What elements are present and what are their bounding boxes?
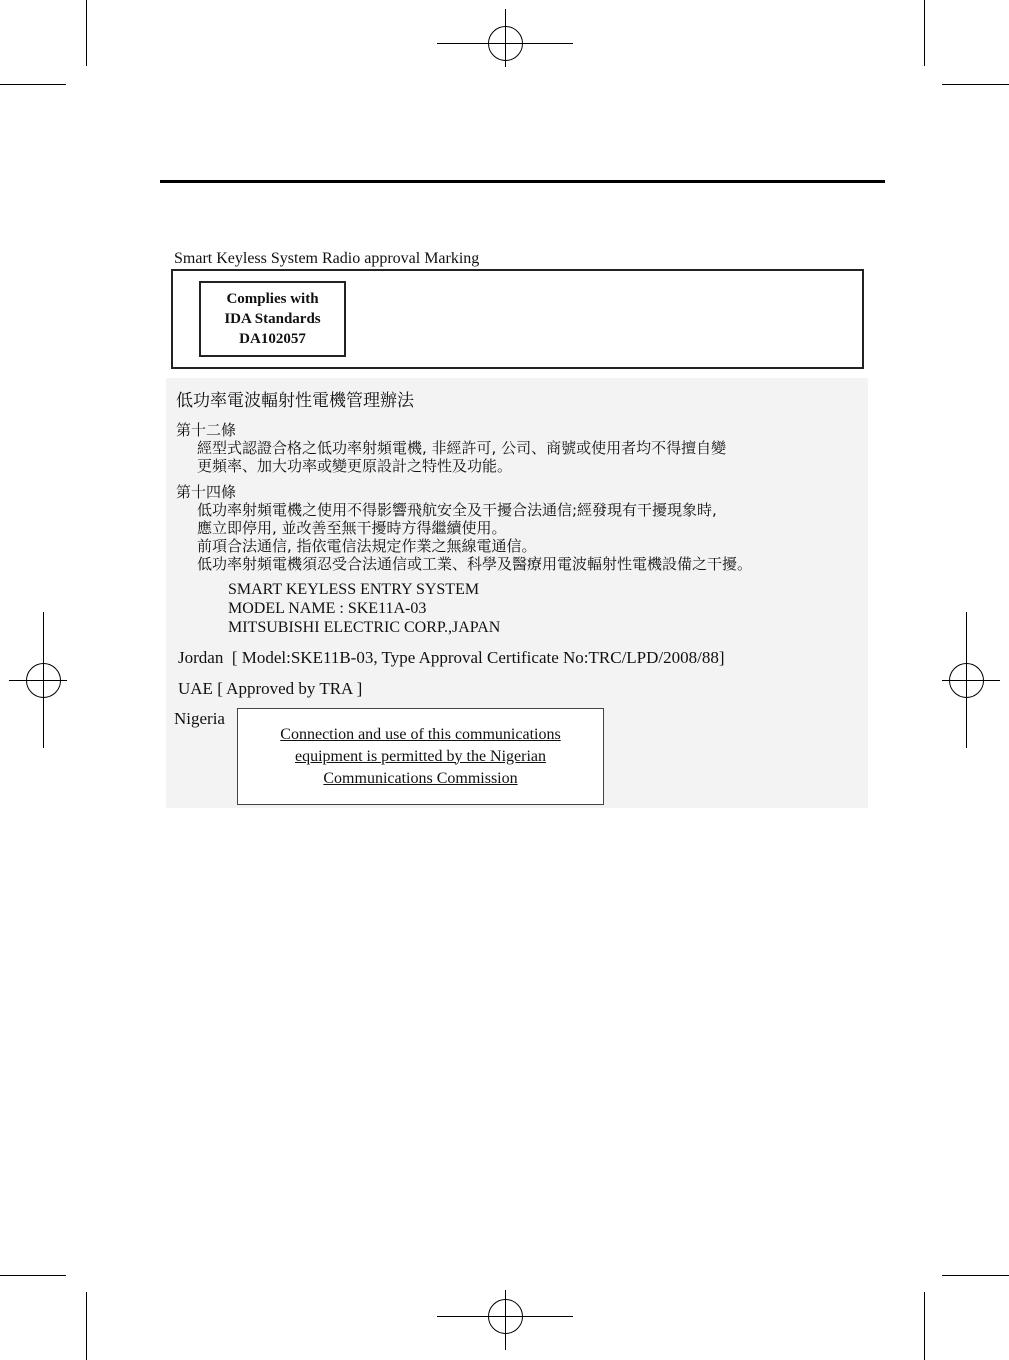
nigeria-label: Nigeria (174, 709, 225, 728)
article-12-line: 更頻率、加大功率或變更原設計之特性及功能。 (197, 457, 513, 475)
ncc-line-1: Connection and use of this communications (280, 725, 561, 743)
taiwan-heading: 低功率電波輻射性電機管理辦法 (176, 391, 414, 411)
ncc-line-3: Communications Commission (323, 769, 518, 787)
ida-line-2: IDA Standards (224, 311, 321, 327)
ncc-line-2: equipment is permitted by the Nigerian (294, 747, 547, 765)
header-rule (160, 180, 885, 183)
marking-title: Smart Keyless System Radio approval Marking (174, 250, 480, 267)
uae-approval: UAE [ Approved by TRA ] (178, 679, 363, 698)
jordan-approval: Jordan [ Model:SKE11B-03, Type Approval Certificate No:TRC/LPD/2008/88] (178, 648, 725, 667)
model-name: MODEL NAME : SKE11A-03 (228, 600, 427, 617)
article-14-line: 低功率射頻電機之使用不得影響飛航安全及干擾合法通信;經發現有干擾現象時, (197, 501, 717, 519)
product-name: SMART KEYLESS ENTRY SYSTEM (228, 581, 480, 598)
ida-compliance-label (199, 281, 346, 357)
article-14-line: 應立即停用, 並改善至無干擾時方得繼續使用。 (197, 519, 507, 537)
ida-line-3: DA102057 (239, 331, 306, 347)
article-12-title: 第十二條 (176, 421, 237, 439)
article-14-line: 前項合法通信, 指依電信法規定作業之無線電通信。 (197, 537, 537, 555)
manufacturer: MITSUBISHI ELECTRIC CORP.,JAPAN (228, 619, 501, 636)
article-14-title: 第十四條 (176, 483, 237, 501)
article-12-line: 經型式認證合格之低功率射頻電機, 非經許可, 公司、商號或使用者均不得擅自變 (197, 439, 727, 457)
ida-line-1: Complies with (226, 291, 319, 307)
article-14-line: 低功率射頻電機須忍受合法通信或工業、科學及醫療用電波輻射性電機設備之干擾。 (197, 555, 753, 573)
nigeria-ncc-label (237, 708, 604, 805)
